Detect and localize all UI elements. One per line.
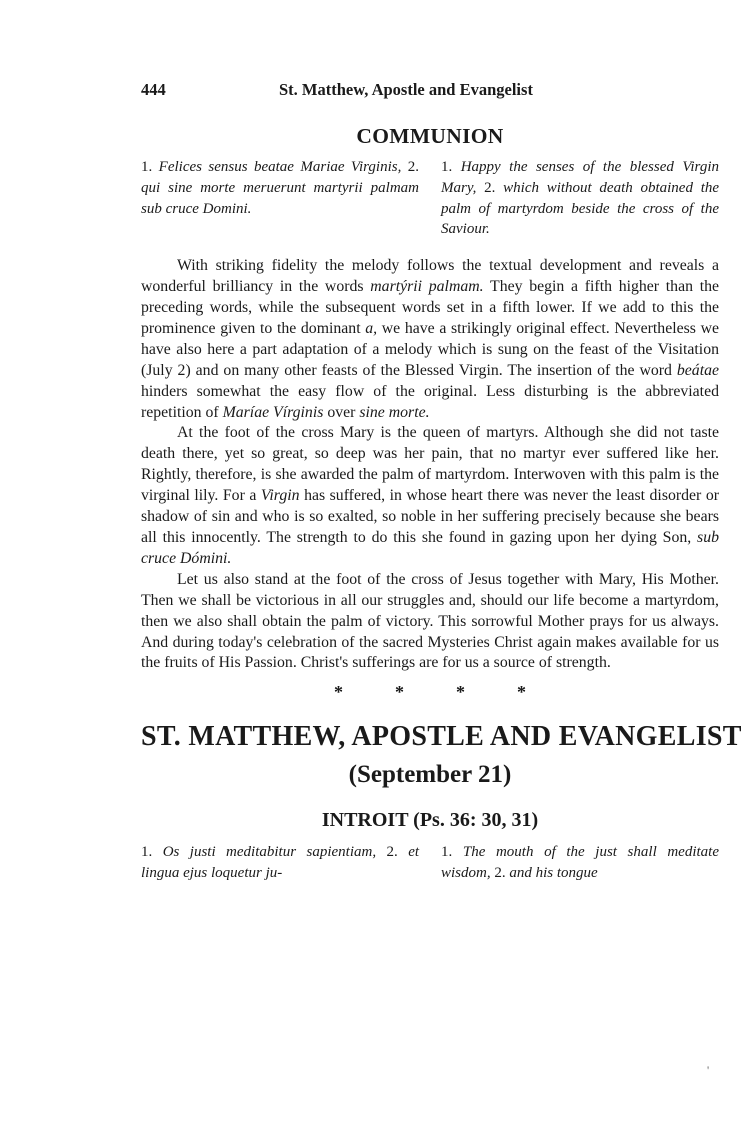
communion-parallel-text (141, 157, 719, 240)
verse-text: qui sine morte meruerunt martyrii palmam sub cruce Domini. (141, 179, 419, 217)
verse-text: et lingua ejus loquetur ju- (141, 844, 420, 882)
introit-latin (141, 842, 419, 884)
verse-number: 1. (441, 159, 453, 175)
page-number: 444 (141, 80, 166, 99)
verse-text: Felices sensus beatae Mariae Virginis, (158, 159, 402, 175)
commentary (141, 256, 719, 674)
introit-heading: INTROIT (Ps. 36: 30, 31) (321, 809, 539, 832)
verse-text: Happy the senses of the blessed Virgin Mary, (441, 159, 719, 196)
introit-parallel-text (141, 842, 719, 884)
feast-date: (September 21) (348, 761, 512, 789)
verse-text: The mouth of the just shall meditate wisdom, (441, 844, 719, 882)
communion-heading: COMMUNION (356, 124, 504, 148)
section-separator (141, 682, 719, 703)
verse-text: and his tongue (509, 865, 598, 882)
verse-text: which without death obtained the palm of martyrdom beside the cross of the Saviour. (441, 179, 720, 238)
page-header (141, 80, 719, 106)
communion-english (441, 157, 719, 240)
separator-star: * (456, 682, 465, 703)
verse-number: 2. (407, 159, 420, 175)
commentary-paragraph-1: With striking fidelity the melody follows the textual development and reveals a wonderful brilliancy in the words martýrii palmam. They begin a fifth higher than the preceding words, while the subsequent words set in a fifth lower. If we add to this the prominence given to the dominant a, we have a strikingly original effect. Nevertheless we have also here a part adaptation of a melody which is sung on the feast of the Visitation (July 2) and on many other feasts of the Blessed Virgin. The insertion of the word beátae hinders somewhat the easy flow of the original. Less disturbing is the abbreviated repetition of Maríae Vírginis over sine morte. (141, 257, 719, 421)
introit-english (441, 842, 719, 884)
feast-title: ST. MATTHEW, APOSTLE AND EVANGELIST (141, 721, 742, 753)
verse-number: 1. (141, 159, 153, 175)
communion-latin (141, 157, 419, 240)
separator-star: * (334, 682, 343, 703)
running-title: St. Matthew, Apostle and Evangelist (279, 80, 533, 99)
verse-number: 1. (441, 844, 453, 861)
scan-mark: ' (707, 1063, 710, 1077)
verse-number: 2. (484, 179, 496, 196)
commentary-paragraph-2: At the foot of the cross Mary is the queen of martyrs. Although she did not taste death there, yet so great, so deep was her pain, that no martyr ever suffered like her. Rightly, therefore, is she awarded the palm of martyrdom. Interwoven with this palm is the virginal lily. For a Virgin has suffered, in whose heart there was never the least disorder or shadow of sin and who is so exalted, so noble in her suffering precisely because she bears all this innocently. The strength to do this she found in gazing upon her dying Son, sub cruce Dómini. (141, 424, 719, 567)
separator-star: * (517, 682, 526, 703)
verse-number: 2. (386, 844, 398, 861)
commentary-paragraph-3: Let us also stand at the foot of the cross of Jesus together with Mary, His Mother. Then we shall be victorious in all our struggles and, should our life become a martyrdom, then we also shall obtain the palm of victory. This sorrowful Mother prays for us always. And during today's celebration of the sacred Mysteries Christ again makes available for us the fruits of His Passion. Christ's sufferings are for us a source of strength. (141, 570, 719, 672)
verse-number: 1. (141, 844, 153, 861)
verse-text: Os justi meditabitur sapientiam, (162, 844, 377, 861)
book-page (141, 80, 742, 884)
separator-star: * (395, 682, 404, 703)
verse-number: 2. (494, 865, 506, 882)
